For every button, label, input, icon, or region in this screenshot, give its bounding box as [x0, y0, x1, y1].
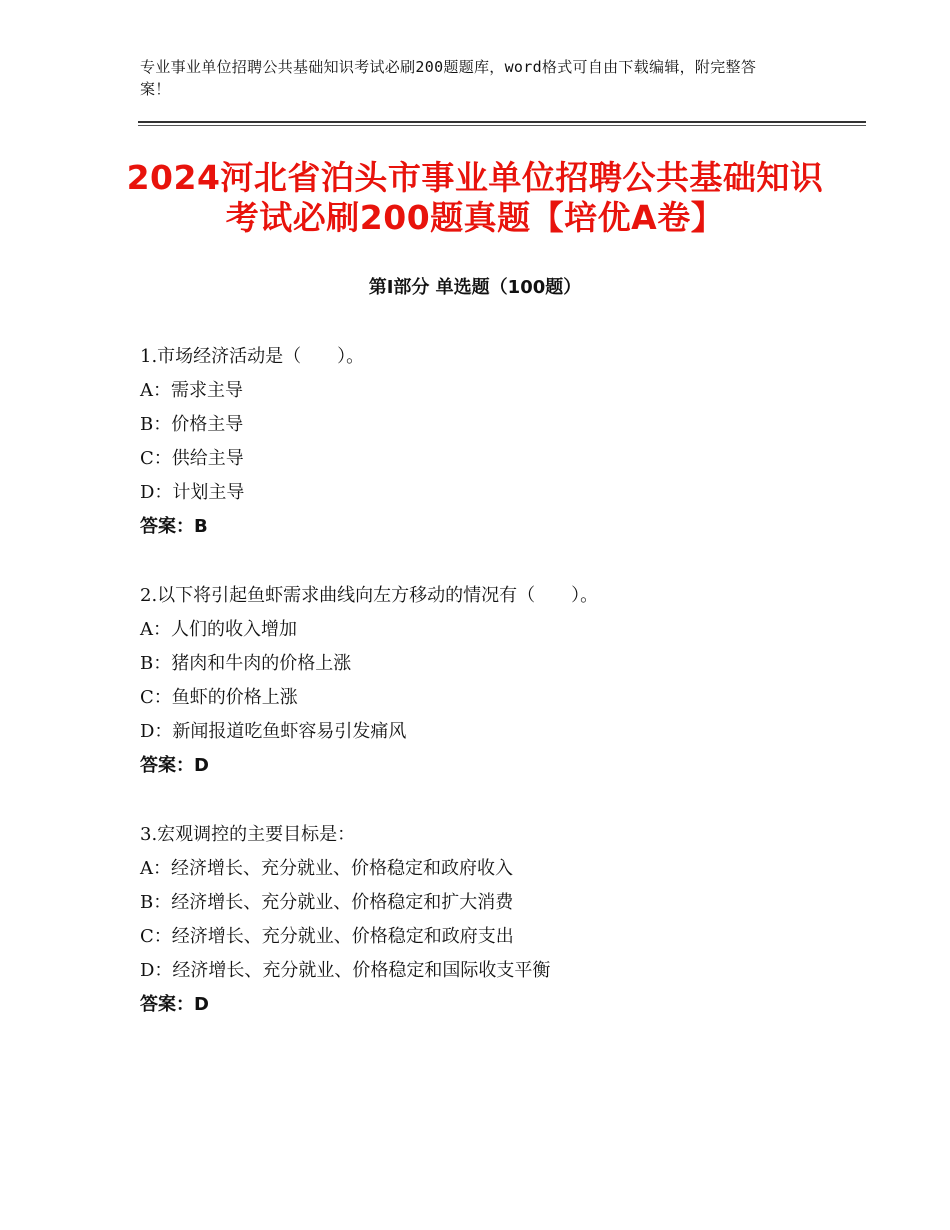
question-2 — [140, 579, 860, 783]
answer-line: 答案：B — [140, 516, 208, 537]
header-note: 专业事业单位招聘公共基础知识考试必刷200题题库，word格式可自由下载编辑，附完整答案！ — [140, 58, 757, 98]
question-stem: 3.宏观调控的主要目标是： — [140, 824, 356, 845]
header-divider-thin — [138, 125, 866, 126]
option-d: D：新闻报道吃鱼虾容易引发痛风 — [140, 721, 407, 742]
option-a: A：人们的收入增加 — [140, 619, 297, 640]
option-c: C：经济增长、充分就业、价格稳定和政府支出 — [140, 926, 514, 947]
option-b: B：经济增长、充分就业、价格稳定和扩大消费 — [140, 892, 514, 913]
option-d: D：经济增长、充分就业、价格稳定和国际收支平衡 — [140, 960, 551, 981]
question-1 — [140, 340, 860, 544]
document-title: 2024河北省泊头市事业单位招聘公共基础知识考试必刷200题真题【培优A卷】 — [126, 158, 824, 237]
option-b: B：猪肉和牛肉的价格上涨 — [140, 653, 352, 674]
option-c: C：鱼虾的价格上涨 — [140, 687, 298, 708]
question-stem: 1.市场经济活动是（ ）。 — [140, 346, 365, 367]
section-title: 第Ⅰ部分 单选题（100题） — [368, 277, 582, 298]
question-stem: 2.以下将引起鱼虾需求曲线向左方移动的情况有（ ）。 — [140, 585, 599, 606]
option-a: A：经济增长、充分就业、价格稳定和政府收入 — [140, 858, 513, 879]
answer-line: 答案：D — [140, 755, 209, 776]
question-3 — [140, 818, 860, 1022]
option-d: D：计划主导 — [140, 482, 245, 503]
option-b: B：价格主导 — [140, 414, 244, 435]
option-a: A：需求主导 — [140, 380, 243, 401]
answer-line: 答案：D — [140, 994, 209, 1015]
option-c: C：供给主导 — [140, 448, 244, 469]
question-list — [140, 340, 860, 1057]
header-divider-thick — [138, 121, 866, 123]
